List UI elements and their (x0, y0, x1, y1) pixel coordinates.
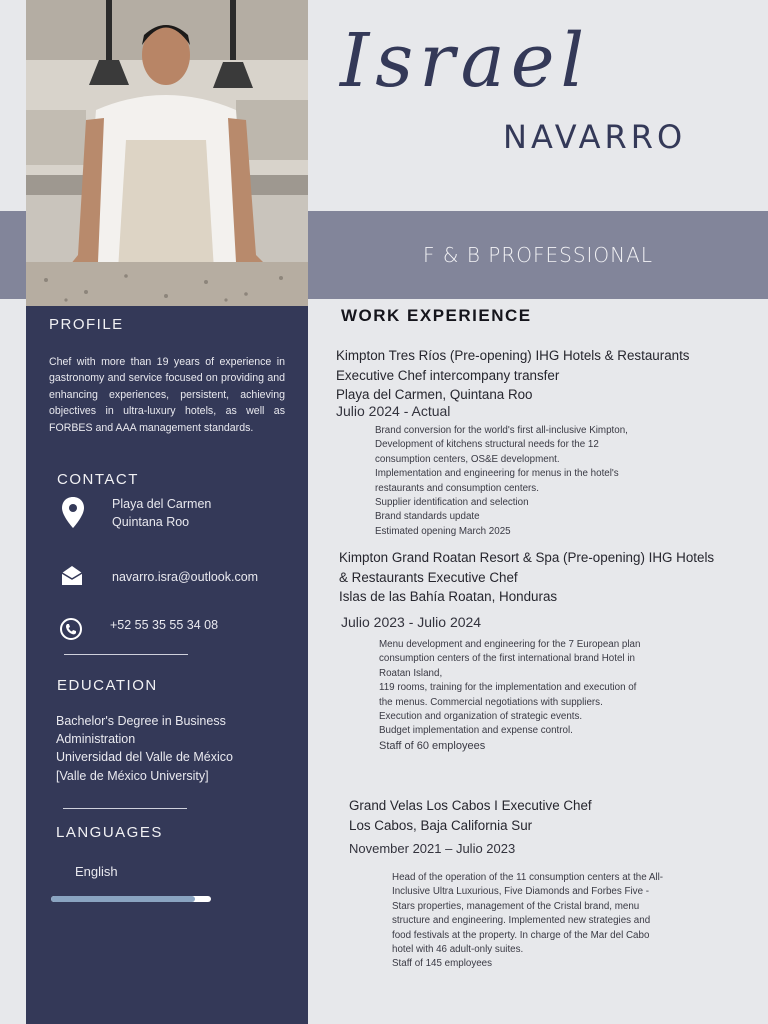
job-desc-line: Estimated opening March 2025 (375, 525, 511, 537)
sidebar-divider (64, 654, 188, 655)
education-line: Administration (56, 732, 136, 747)
professional-title: F & B PROFESSIONAL (423, 243, 653, 267)
phone-icon (59, 617, 83, 641)
job-date: Julio 2024 - Actual (336, 403, 451, 419)
job-title-line: Kimpton Grand Roatan Resort & Spa (Pre-opening) IHG Hotels (339, 550, 715, 565)
job-date: November 2021 – Julio 2023 (349, 841, 516, 856)
job-desc-line: Menu development and engineering for the 7 European plan (379, 639, 641, 650)
education-line: Universidad del Valle de México (56, 750, 233, 765)
job-desc-line: Roatan Island, (379, 667, 443, 679)
profile-heading: PROFILE (49, 316, 124, 333)
job-description (392, 871, 685, 972)
language-level-fill (51, 896, 195, 902)
job-desc-line: 119 rooms, training for the implementation and execution of (379, 682, 637, 694)
location-pin-icon (61, 497, 85, 521)
job-desc-line: Staff of 145 employees (392, 958, 493, 970)
job-desc-line: food festivals at the property. In charge of the Mar del Cabo (392, 929, 650, 941)
job-desc-line: the menus. Commercial negotiations with suppliers. (379, 696, 603, 708)
job-desc-line: Brand standards update (375, 511, 480, 523)
location-line-1: Playa del Carmen (112, 497, 212, 511)
job-desc-line: Brand conversion for the world's first all-inclusive Kimpton, (375, 425, 628, 436)
education-text (56, 712, 296, 785)
job-description (375, 424, 668, 539)
job-desc-line: restaurants and consumption centers. (375, 482, 539, 494)
job-title-line: Los Cabos, Baja California Sur (349, 817, 533, 833)
education-line: [Valle de México University] (56, 768, 209, 783)
language-name: English (75, 864, 118, 879)
job-title (336, 346, 756, 405)
job-title-line: Kimpton Tres Ríos (Pre-opening) IHG Hotels & Restaurants (336, 348, 690, 363)
work-experience-heading: WORK EXPERIENCE (341, 306, 532, 325)
last-name: NAVARRO (503, 118, 687, 156)
job-description (379, 638, 672, 753)
job-desc-line: Staff of 60 employees (379, 739, 486, 752)
languages-heading: LANGUAGES (56, 824, 163, 841)
job-title-line: Grand Velas Los Cabos I Executive Chef (349, 798, 592, 813)
first-name: Israel (340, 18, 591, 104)
profile-text: Chef with more than 19 years of experience in gastronomy and service focused on providing and enhancing experiences, persistent, achieving objectives in ultra-luxury hotels, as well as FORBES and AAA management standards. (49, 356, 285, 434)
job-desc-line: Inclusive Ultra Luxurious, Five Diamonds and Forbes Five - (392, 886, 649, 898)
job-desc-line: consumption centers of the first international brand Hotel in (379, 653, 635, 665)
contact-location (112, 495, 211, 531)
job-title-line: Islas de las Bahía Roatan, Honduras (339, 589, 558, 605)
job-desc-line: Head of the operation of the 11 consumption centers at the All- (392, 872, 664, 883)
job-title (339, 548, 759, 607)
education-line: Bachelor's Degree in Business (56, 714, 226, 728)
job-date: Julio 2023 - Julio 2024 (341, 614, 482, 630)
job-title-line: Executive Chef intercompany transfer (336, 367, 560, 383)
job-desc-line: Implementation and engineering for menus in the hotel's (375, 468, 619, 480)
job-desc-line: structure and engineering. Implemented new strategies and (392, 915, 651, 927)
email-envelope-icon (60, 565, 84, 589)
job-title (349, 796, 749, 835)
location-line-2: Quintana Roo (112, 515, 190, 529)
job-desc-line: hotel with 46 adult-only suites. (392, 944, 524, 956)
job-desc-line: Budget implementation and expense control. (379, 725, 573, 737)
job-desc-line: Development of kitchens structural needs for the 12 (375, 439, 599, 451)
education-heading: EDUCATION (57, 677, 158, 694)
job-desc-line: consumption centers, OS&E development. (375, 453, 560, 465)
job-title-line: Playa del Carmen, Quintana Roo (336, 387, 533, 403)
chef-photo (26, 0, 308, 306)
sidebar-divider (63, 808, 187, 809)
job-desc-line: Supplier identification and selection (375, 497, 529, 509)
language-level-bar (51, 896, 211, 902)
job-title-line: & Restaurants Executive Chef (339, 569, 518, 585)
contact-email[interactable]: navarro.isra@outlook.com (112, 570, 259, 584)
job-desc-line: Stars properties, management of the Cristal brand, menu (392, 900, 640, 912)
contact-heading: CONTACT (57, 471, 139, 488)
job-desc-line: Execution and organization of strategic events. (379, 711, 583, 723)
contact-phone[interactable]: +52 55 35 55 34 08 (110, 618, 219, 632)
